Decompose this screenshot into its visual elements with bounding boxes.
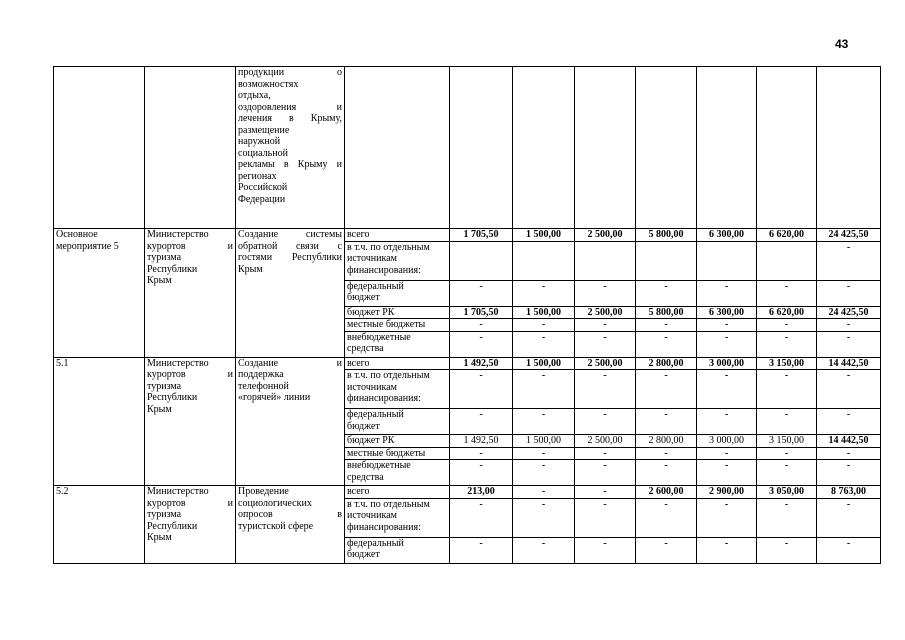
measure-id	[54, 486, 145, 564]
value-cell: -	[697, 460, 757, 486]
value-cell: -	[513, 498, 575, 537]
value-cell: 3 050,00	[757, 486, 817, 499]
empty-cell	[513, 67, 575, 229]
executor-cell-line: туризма	[147, 509, 182, 520]
description-cell-line: рекламы в Крыму и	[238, 159, 342, 170]
value-cell: -	[450, 319, 513, 332]
value-cell: 1 500,00	[513, 229, 575, 242]
value-cell: -	[450, 409, 513, 435]
source-breakdown-line: в т.ч. по отдельным	[347, 241, 430, 253]
source-extrabudget-line: средства	[347, 343, 384, 354]
value-cell: 2 600,00	[636, 486, 697, 499]
executor-cell	[145, 486, 236, 564]
description-cell-line: регионах	[238, 170, 277, 182]
value-cell: 3 000,00	[697, 357, 757, 370]
value-cell: 24 425,50	[817, 229, 881, 242]
executor-cell	[145, 357, 236, 486]
value-cell: 2 800,00	[636, 435, 697, 448]
empty-cell	[54, 67, 145, 229]
value-cell: -	[757, 409, 817, 435]
value-cell: -	[697, 319, 757, 332]
value-cell: 2 500,00	[575, 357, 636, 370]
empty-cell	[757, 241, 817, 280]
description-cell	[236, 67, 345, 229]
source-breakdown	[345, 241, 450, 280]
description-cell-line: телефонной	[238, 380, 289, 392]
value-cell: 2 900,00	[697, 486, 757, 499]
description-cell-line: социальной	[238, 147, 288, 159]
value-cell: -	[450, 447, 513, 460]
description-cell-line: Проведение	[238, 486, 289, 497]
executor-cell	[145, 229, 236, 358]
description-cell-line: лечения в Крыму,	[238, 113, 342, 124]
description-cell-line: продукции о	[238, 67, 342, 78]
description-cell-line: Федерации	[238, 193, 286, 205]
value-cell: 3 150,00	[757, 435, 817, 448]
source-federal-line: бюджет	[347, 420, 380, 432]
table-body	[54, 67, 881, 564]
description-cell-line: «горячей» линии	[238, 392, 311, 403]
value-cell: 6 620,00	[757, 229, 817, 242]
description-cell-line: оздоровления и	[238, 101, 342, 113]
value-cell: -	[575, 370, 636, 409]
value-cell: -	[757, 319, 817, 332]
table-row	[54, 229, 881, 242]
value-cell: 1 705,50	[450, 306, 513, 319]
value-cell: 2 800,00	[636, 357, 697, 370]
source-federal	[345, 409, 450, 435]
budget-table	[53, 66, 881, 564]
value-cell: -	[450, 280, 513, 306]
value-cell: -	[697, 409, 757, 435]
value-cell: -	[575, 498, 636, 537]
value-cell: -	[575, 319, 636, 332]
value-cell: -	[817, 460, 881, 486]
executor-cell-line: туризма	[147, 252, 182, 263]
value-cell: -	[697, 498, 757, 537]
description-cell-line: Создание и	[238, 357, 342, 369]
value-cell: 5 800,00	[636, 229, 697, 242]
value-cell: -	[513, 460, 575, 486]
source-local: местные бюджеты	[345, 447, 450, 460]
executor-cell-line: курортов и	[147, 497, 233, 509]
value-cell: 1 500,00	[513, 357, 575, 370]
value-cell: 2 500,00	[575, 306, 636, 319]
source-breakdown-line: в т.ч. по отдельным	[347, 370, 430, 381]
value-cell: -	[450, 331, 513, 357]
source-extrabudget-line: средства	[347, 471, 384, 483]
value-cell: -	[513, 370, 575, 409]
source-breakdown	[345, 498, 450, 537]
description-cell-line: возможностях	[238, 78, 299, 90]
value-cell: -	[575, 460, 636, 486]
source-breakdown-line: источникам	[347, 253, 397, 264]
value-cell: -	[450, 537, 513, 563]
source-extrabudget-line: внебюджетные	[347, 331, 411, 343]
value-cell: -	[575, 280, 636, 306]
value-cell: -	[636, 537, 697, 563]
value-cell: -	[513, 447, 575, 460]
empty-cell	[145, 67, 236, 229]
executor-cell-line: туризма	[147, 380, 182, 392]
value-cell: -	[817, 319, 881, 332]
value-cell: -	[817, 370, 881, 409]
source-rk: бюджет РК	[345, 435, 450, 448]
table-row	[54, 67, 881, 229]
empty-cell	[575, 67, 636, 229]
description-cell-line: Российской	[238, 182, 288, 193]
description-cell-line: гостями Республики	[238, 252, 342, 263]
empty-cell	[697, 67, 757, 229]
table-row	[54, 357, 881, 370]
table-row	[54, 486, 881, 499]
description-cell-line: наружной	[238, 136, 281, 147]
value-cell: 14 442,50	[817, 435, 881, 448]
value-cell: -	[513, 537, 575, 563]
page-number: 43	[835, 37, 849, 51]
value-cell: -	[817, 447, 881, 460]
source-breakdown-line: источникам	[347, 381, 397, 393]
measure-id-line: 5.2	[56, 486, 69, 497]
source-federal	[345, 280, 450, 306]
value-cell: -	[817, 537, 881, 563]
source-federal-line: федеральный	[347, 409, 404, 420]
value-cell: -	[817, 280, 881, 306]
measure-id	[54, 357, 145, 486]
value-cell: -	[757, 331, 817, 357]
empty-cell	[636, 67, 697, 229]
value-cell: 3 000,00	[697, 435, 757, 448]
value-cell: 14 442,50	[817, 357, 881, 370]
description-cell	[236, 357, 345, 486]
source-breakdown-line: финансирования:	[347, 393, 421, 404]
value-cell: 1 500,00	[513, 435, 575, 448]
empty-cell	[450, 241, 513, 280]
value-cell: 2 500,00	[575, 229, 636, 242]
executor-cell-line: Крым	[147, 275, 172, 286]
description-cell-line: Крым	[238, 263, 263, 275]
source-federal-line: федеральный	[347, 280, 404, 292]
source-total: всего	[345, 229, 450, 242]
executor-cell-line: Республики	[147, 392, 198, 403]
source-local: местные бюджеты	[345, 319, 450, 332]
executor-cell-line: курортов и	[147, 240, 233, 252]
source-total: всего	[345, 486, 450, 499]
value-cell: -	[817, 409, 881, 435]
executor-cell-line: Министерство	[147, 357, 209, 369]
description-cell-line: туристской сфере	[238, 520, 314, 532]
value-cell: -	[636, 331, 697, 357]
value-cell: -	[697, 280, 757, 306]
value-cell: -	[757, 498, 817, 537]
description-cell-line: Создание системы	[238, 229, 342, 240]
measure-id-line: Основное	[56, 229, 98, 240]
value-cell: -	[450, 460, 513, 486]
value-cell: -	[757, 447, 817, 460]
description-cell	[236, 229, 345, 358]
description-cell-line: поддержка	[238, 369, 284, 380]
source-total: всего	[345, 357, 450, 370]
measure-id	[54, 229, 145, 358]
executor-cell-line: Министерство	[147, 486, 209, 497]
value-cell: -	[636, 498, 697, 537]
value-cell: -	[636, 460, 697, 486]
value-cell: 1 500,00	[513, 306, 575, 319]
empty-cell	[450, 67, 513, 229]
value-cell: -	[575, 447, 636, 460]
source-federal	[345, 537, 450, 563]
value-cell: -	[513, 319, 575, 332]
description-cell-line: обратной связи с	[238, 240, 342, 252]
executor-cell-line: курортов и	[147, 369, 233, 380]
measure-id-line: мероприятие 5	[56, 240, 119, 252]
value-cell: -	[817, 331, 881, 357]
value-cell: -	[697, 331, 757, 357]
executor-cell-line: Республики	[147, 520, 198, 532]
empty-cell	[345, 67, 450, 229]
source-breakdown-line: финансирования:	[347, 264, 421, 276]
empty-cell	[697, 241, 757, 280]
source-federal-line: бюджет	[347, 549, 380, 560]
empty-cell	[757, 67, 817, 229]
value-cell: 24 425,50	[817, 306, 881, 319]
value-cell: 1 492,50	[450, 435, 513, 448]
value-cell: 5 800,00	[636, 306, 697, 319]
value-cell: -	[575, 486, 636, 499]
empty-cell	[513, 241, 575, 280]
value-cell: -	[575, 409, 636, 435]
executor-cell-line: Министерство	[147, 229, 209, 240]
value-cell: 213,00	[450, 486, 513, 499]
value-cell: 3 150,00	[757, 357, 817, 370]
source-breakdown-line: источникам	[347, 510, 397, 521]
description-cell	[236, 486, 345, 564]
value-cell: 2 500,00	[575, 435, 636, 448]
value-cell: -	[697, 370, 757, 409]
value-cell: -	[817, 498, 881, 537]
value-cell: -	[513, 280, 575, 306]
empty-cell	[636, 241, 697, 280]
value-cell: 6 300,00	[697, 306, 757, 319]
value-cell: -	[697, 537, 757, 563]
value-cell: 1 492,50	[450, 357, 513, 370]
source-extrabudget	[345, 331, 450, 357]
value-cell: -	[757, 537, 817, 563]
value-cell: -	[636, 319, 697, 332]
value-cell: 1 705,50	[450, 229, 513, 242]
source-extrabudget	[345, 460, 450, 486]
source-breakdown-line: в т.ч. по отдельным	[347, 498, 430, 510]
value-cell: -	[450, 370, 513, 409]
source-breakdown	[345, 370, 450, 409]
value-cell: 8 763,00	[817, 486, 881, 499]
empty-cell	[575, 241, 636, 280]
value-cell: -	[450, 498, 513, 537]
value-cell: -	[636, 409, 697, 435]
value-cell: 6 300,00	[697, 229, 757, 242]
measure-id-line: 5.1	[56, 357, 69, 369]
value-cell: -	[575, 331, 636, 357]
source-federal-line: федеральный	[347, 537, 404, 549]
value-cell: -	[636, 447, 697, 460]
executor-cell-line: Крым	[147, 532, 172, 543]
value-cell: -	[757, 370, 817, 409]
value-cell: -	[575, 537, 636, 563]
empty-cell	[817, 67, 881, 229]
value-cell: -	[757, 280, 817, 306]
source-breakdown-line: финансирования:	[347, 521, 421, 533]
description-cell-line: опросов в	[238, 509, 342, 520]
description-cell-line: отдыха,	[238, 90, 271, 101]
value-cell: -	[697, 447, 757, 460]
value-cell: -	[513, 409, 575, 435]
value-cell: -	[636, 370, 697, 409]
source-extrabudget-line: внебюджетные	[347, 460, 411, 471]
description-cell-line: социологических	[238, 497, 312, 509]
value-cell: -	[513, 486, 575, 499]
executor-cell-line: Крым	[147, 403, 172, 415]
value-cell: -	[757, 460, 817, 486]
description-cell-line: размещение	[238, 124, 290, 136]
source-federal-line: бюджет	[347, 292, 380, 303]
value-cell: -	[817, 241, 881, 280]
executor-cell-line: Республики	[147, 263, 198, 275]
value-cell: -	[636, 280, 697, 306]
value-cell: -	[513, 331, 575, 357]
value-cell: 6 620,00	[757, 306, 817, 319]
source-rk: бюджет РК	[345, 306, 450, 319]
